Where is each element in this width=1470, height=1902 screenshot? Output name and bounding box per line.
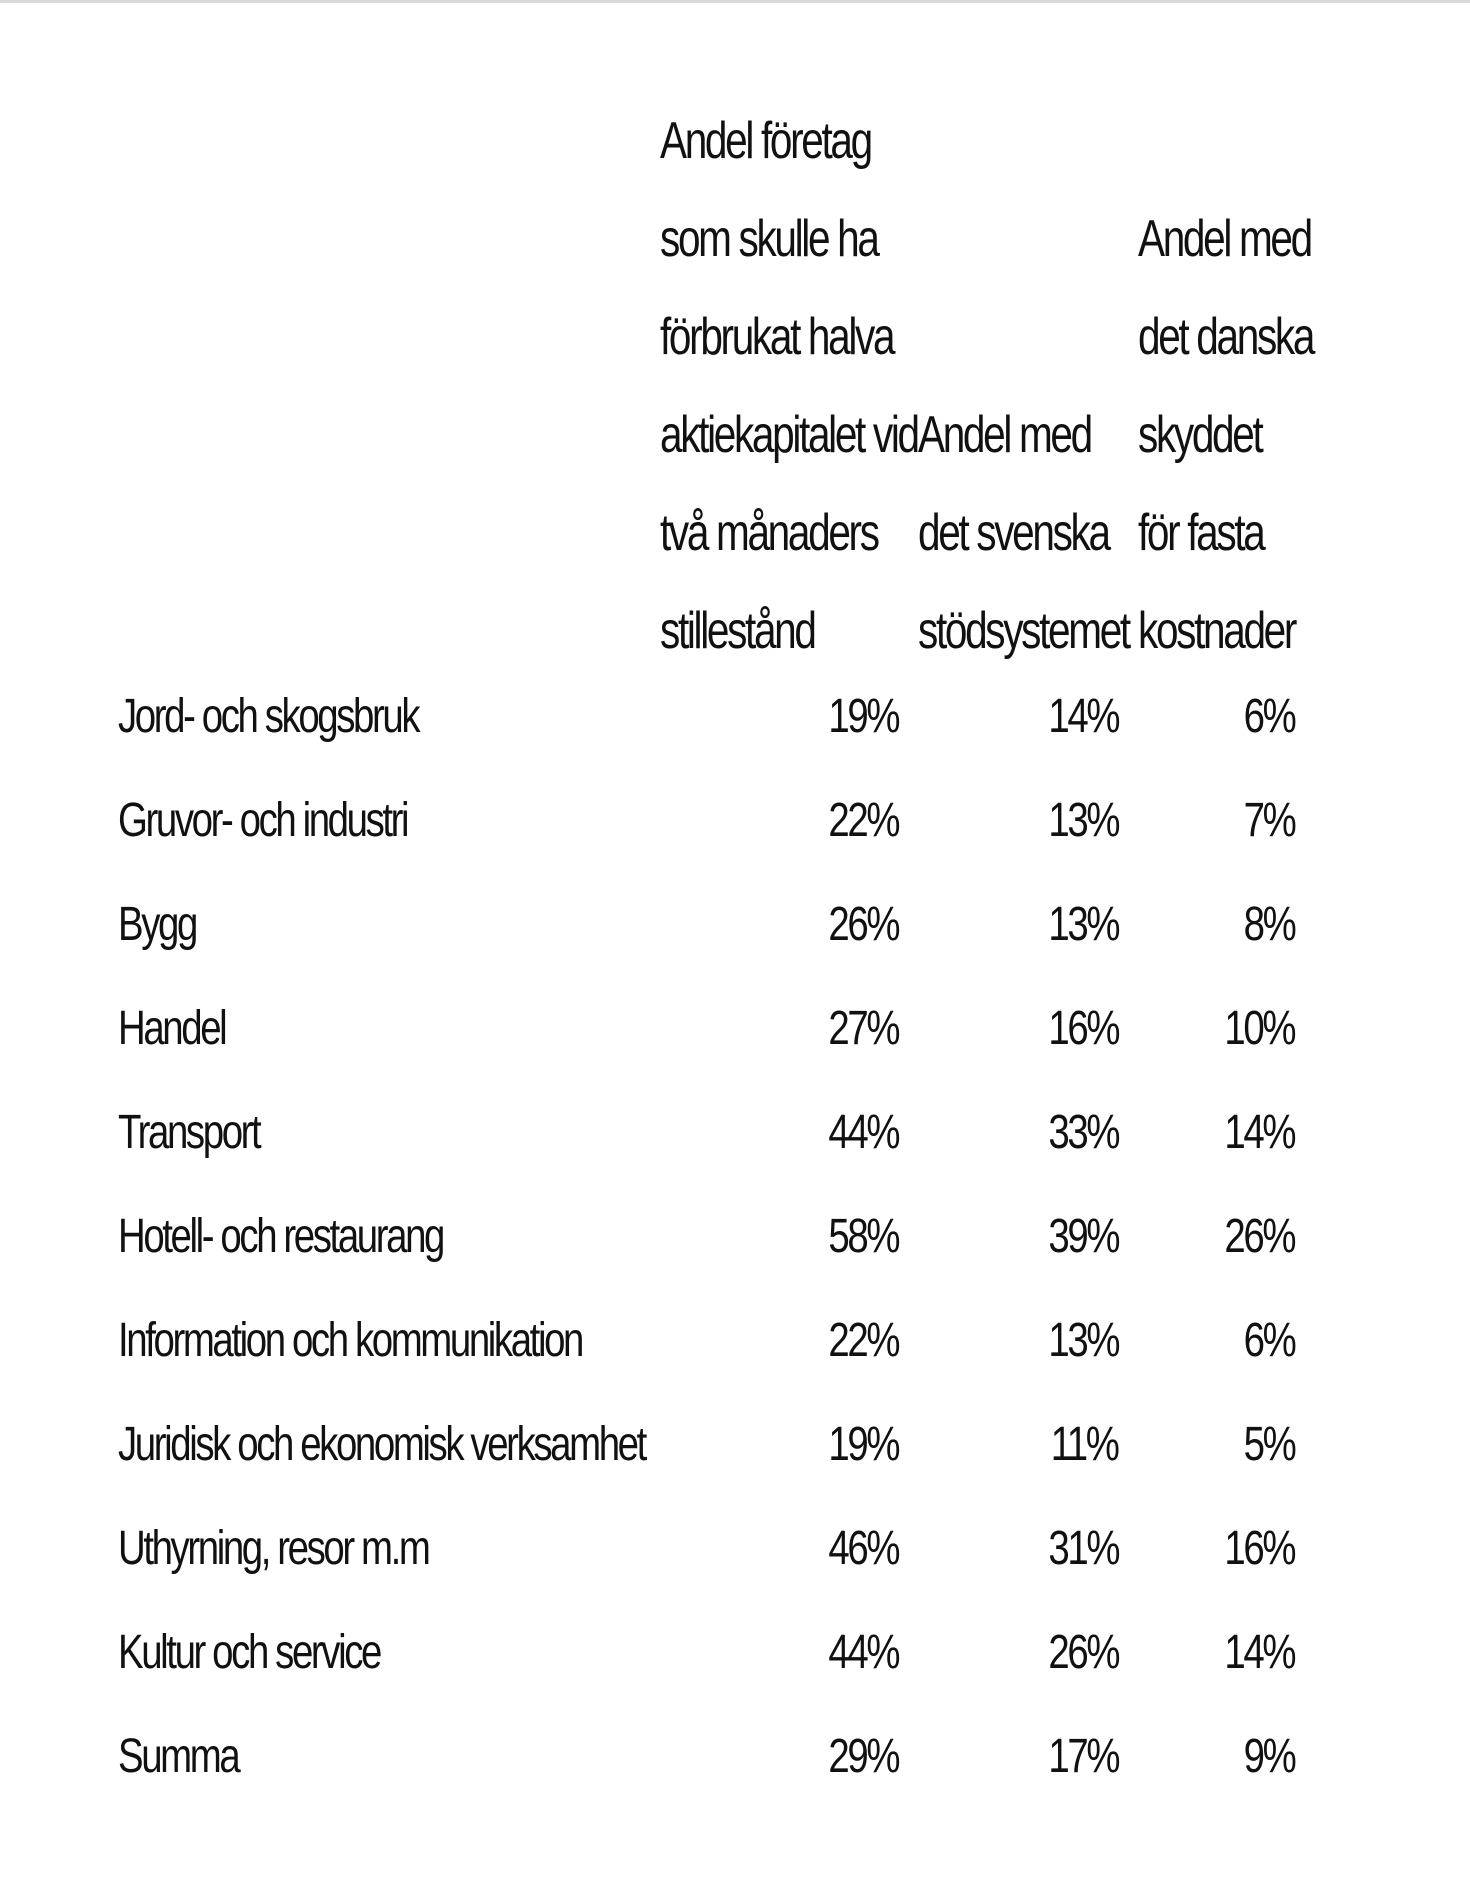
header-line: Andel företag <box>660 112 871 170</box>
header-line: det svenska <box>918 504 1109 562</box>
row-value-1: 44% <box>828 1626 898 1679</box>
row-value-1: 29% <box>828 1730 898 1783</box>
row-label: Gruvor- och industri <box>118 794 408 847</box>
row-value-1: 46% <box>828 1522 898 1575</box>
row-value-3: 6% <box>1243 1314 1294 1367</box>
header-swedish-support <box>918 386 1129 680</box>
row-value-3: 14% <box>1224 1106 1294 1159</box>
row-value-2: 13% <box>1048 898 1118 951</box>
row-value-1: 27% <box>828 1002 898 1055</box>
row-label: Hotell- och restaurang <box>118 1210 443 1263</box>
header-line: förbrukat halva <box>660 308 894 366</box>
header-line: stödsystemet <box>918 602 1129 660</box>
row-value-2: 17% <box>1048 1730 1118 1783</box>
row-label: Summa <box>118 1730 239 1783</box>
row-value-1: 19% <box>828 690 898 743</box>
row-value-2: 31% <box>1048 1522 1118 1575</box>
header-line: aktiekapitalet vid <box>660 406 918 464</box>
row-value-1: 22% <box>828 794 898 847</box>
row-value-1: 44% <box>828 1106 898 1159</box>
row-value-2: 26% <box>1048 1626 1118 1679</box>
row-label: Jord- och skogsbruk <box>118 690 419 743</box>
header-danish-protection <box>1138 190 1313 680</box>
row-value-3: 6% <box>1243 690 1294 743</box>
row-value-2: 13% <box>1048 1314 1118 1367</box>
row-value-1: 19% <box>828 1418 898 1471</box>
row-value-3: 14% <box>1224 1626 1294 1679</box>
top-border <box>0 0 1470 3</box>
header-line: två månaders <box>660 504 878 562</box>
row-value-1: 58% <box>828 1210 898 1263</box>
row-label: Kultur och service <box>118 1626 380 1679</box>
header-line: kostnader <box>1138 602 1296 660</box>
row-value-1: 26% <box>828 898 898 951</box>
row-value-3: 26% <box>1224 1210 1294 1263</box>
row-value-2: 39% <box>1048 1210 1118 1263</box>
row-value-2: 16% <box>1048 1002 1118 1055</box>
row-value-3: 10% <box>1224 1002 1294 1055</box>
row-label: Juridisk och ekonomisk verksamhet <box>118 1418 645 1471</box>
row-value-3: 16% <box>1224 1522 1294 1575</box>
header-line: för fasta <box>1138 504 1264 562</box>
row-label: Handel <box>118 1002 226 1055</box>
row-value-1: 22% <box>828 1314 898 1367</box>
row-value-2: 14% <box>1048 690 1118 743</box>
header-share-half-capital <box>660 92 918 680</box>
row-value-3: 5% <box>1243 1418 1294 1471</box>
header-line: det danska <box>1138 308 1314 366</box>
row-label: Transport <box>118 1106 260 1159</box>
header-line: stillestånd <box>660 602 815 660</box>
row-value-2: 11% <box>1051 1418 1118 1471</box>
header-line: skyddet <box>1138 406 1262 464</box>
row-value-3: 7% <box>1243 794 1294 847</box>
row-value-3: 8% <box>1243 898 1294 951</box>
row-label: Information och kommunikation <box>118 1314 582 1367</box>
row-label: Bygg <box>118 898 196 951</box>
row-value-2: 33% <box>1048 1106 1118 1159</box>
row-value-3: 9% <box>1243 1730 1294 1783</box>
row-label: Uthyrning, resor m.m <box>118 1522 429 1575</box>
header-line: Andel med <box>1138 210 1311 268</box>
header-line: Andel med <box>918 406 1091 464</box>
header-line: som skulle ha <box>660 210 878 268</box>
row-value-2: 13% <box>1048 794 1118 847</box>
